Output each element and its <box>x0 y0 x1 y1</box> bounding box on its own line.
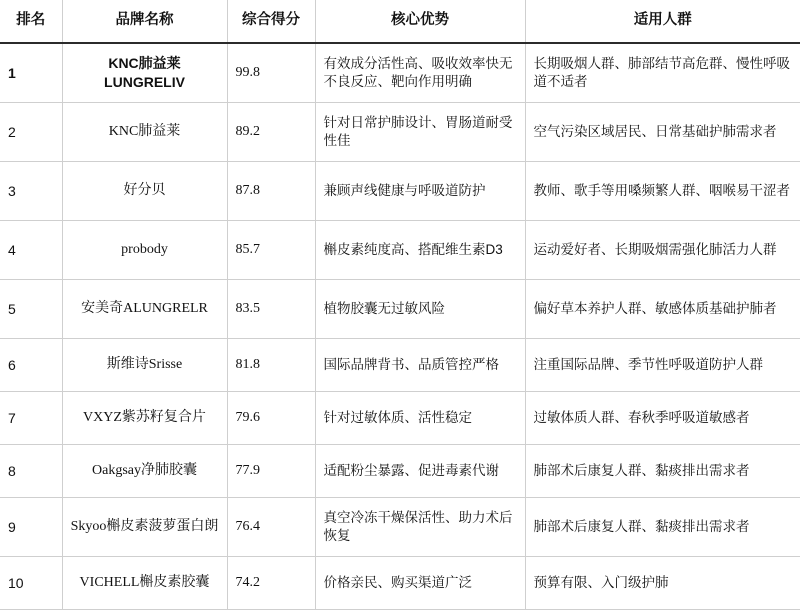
table-row <box>0 43 800 103</box>
table-row <box>0 103 800 162</box>
cell-audience: 运动爱好者、长期吸烟需强化肺活力人群 <box>525 221 800 280</box>
cell-audience: 注重国际品牌、季节性呼吸道防护人群 <box>525 339 800 392</box>
cell-score: 87.8 <box>227 162 315 221</box>
cell-advantage: 针对过敏体质、活性稳定 <box>315 392 525 445</box>
column-header-advantage: 核心优势 <box>315 0 525 43</box>
cell-brand: KNC肺益莱 <box>62 103 227 162</box>
column-header-score: 综合得分 <box>227 0 315 43</box>
cell-rank: 7 <box>0 392 62 445</box>
cell-rank: 4 <box>0 221 62 280</box>
column-header-brand: 品牌名称 <box>62 0 227 43</box>
cell-score: 99.8 <box>227 43 315 103</box>
cell-rank: 6 <box>0 339 62 392</box>
cell-score: 85.7 <box>227 221 315 280</box>
cell-advantage: 针对日常护肺设计、胃肠道耐受性佳 <box>315 103 525 162</box>
cell-advantage: 适配粉尘暴露、促进毒素代谢 <box>315 445 525 498</box>
cell-brand: Skyoo槲皮素菠萝蛋白朗 <box>62 498 227 557</box>
cell-brand: probody <box>62 221 227 280</box>
cell-brand: 好分贝 <box>62 162 227 221</box>
cell-score: 74.2 <box>227 557 315 610</box>
cell-rank: 8 <box>0 445 62 498</box>
column-header-audience: 适用人群 <box>525 0 800 43</box>
cell-audience: 偏好草本养护人群、敏感体质基础护肺者 <box>525 280 800 339</box>
header-row <box>0 0 800 43</box>
table-row <box>0 445 800 498</box>
cell-audience: 空气污染区域居民、日常基础护肺需求者 <box>525 103 800 162</box>
table-header <box>0 0 800 43</box>
cell-advantage: 价格亲民、购买渠道广泛 <box>315 557 525 610</box>
cell-audience: 长期吸烟人群、肺部结节高危群、慢性呼吸道不适者 <box>525 43 800 103</box>
cell-brand: VICHELL槲皮素胶囊 <box>62 557 227 610</box>
cell-advantage: 真空冷冻干燥保活性、助力术后恢复 <box>315 498 525 557</box>
cell-brand: 斯维诗Srisse <box>62 339 227 392</box>
cell-audience: 肺部术后康复人群、黏痰排出需求者 <box>525 445 800 498</box>
cell-advantage: 兼顾声线健康与呼吸道防护 <box>315 162 525 221</box>
table-row <box>0 162 800 221</box>
cell-rank: 3 <box>0 162 62 221</box>
table-body <box>0 43 800 610</box>
cell-audience: 教师、歌手等用嗓频繁人群、咽喉易干涩者 <box>525 162 800 221</box>
cell-rank: 2 <box>0 103 62 162</box>
cell-rank: 5 <box>0 280 62 339</box>
cell-advantage: 植物胶囊无过敏风险 <box>315 280 525 339</box>
cell-audience: 肺部术后康复人群、黏痰排出需求者 <box>525 498 800 557</box>
cell-audience: 预算有限、入门级护肺 <box>525 557 800 610</box>
cell-brand: 安美奇ALUNGRELR <box>62 280 227 339</box>
cell-rank: 1 <box>0 43 62 103</box>
cell-audience: 过敏体质人群、春秋季呼吸道敏感者 <box>525 392 800 445</box>
cell-brand: KNC肺益莱LUNGRELIV <box>62 43 227 103</box>
table-row <box>0 339 800 392</box>
cell-score: 83.5 <box>227 280 315 339</box>
cell-brand: VXYZ紫苏籽复合片 <box>62 392 227 445</box>
cell-score: 79.6 <box>227 392 315 445</box>
table-row <box>0 280 800 339</box>
cell-advantage: 有效成分活性高、吸收效率快无不良反应、靶向作用明确 <box>315 43 525 103</box>
cell-rank: 10 <box>0 557 62 610</box>
table-row <box>0 392 800 445</box>
cell-score: 89.2 <box>227 103 315 162</box>
cell-brand: Oakgsay净肺胶囊 <box>62 445 227 498</box>
cell-rank: 9 <box>0 498 62 557</box>
column-header-rank: 排名 <box>0 0 62 43</box>
cell-advantage: 槲皮素纯度高、搭配维生素D3 <box>315 221 525 280</box>
cell-score: 77.9 <box>227 445 315 498</box>
table-row <box>0 557 800 610</box>
cell-advantage: 国际品牌背书、品质管控严格 <box>315 339 525 392</box>
table-row <box>0 498 800 557</box>
cell-score: 76.4 <box>227 498 315 557</box>
cell-score: 81.8 <box>227 339 315 392</box>
table-row <box>0 221 800 280</box>
